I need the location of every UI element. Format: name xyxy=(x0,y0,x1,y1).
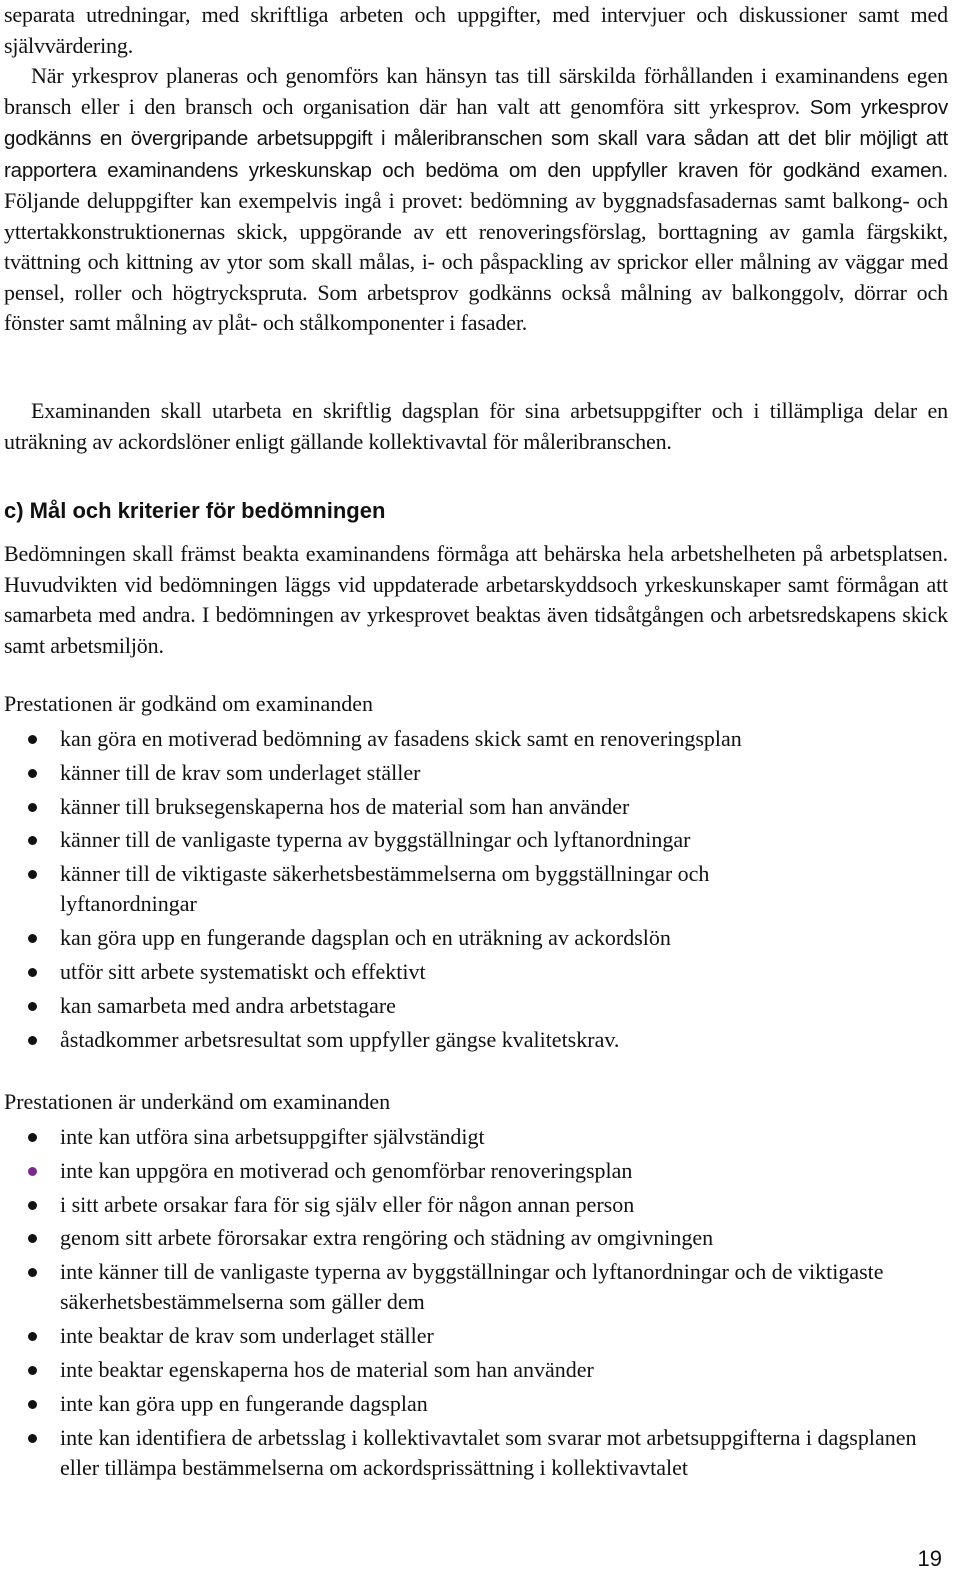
bullet-icon xyxy=(28,1268,37,1277)
list-item-text: inte beaktar egenskaperna hos de material som han använder xyxy=(60,1356,594,1382)
bullet-icon xyxy=(28,968,37,977)
list-item-text: genom sitt arbete förorsakar extra rengöring och städning av omgivningen xyxy=(60,1225,714,1251)
list-item xyxy=(4,1423,948,1483)
list-item-text: utför sitt arbete systematiskt och effektivt xyxy=(60,958,426,984)
bullet-icon xyxy=(28,803,37,812)
list-item-text: inte beaktar de krav som underlaget ställer xyxy=(60,1323,434,1349)
approved-lead: Prestationen är godkänd om examinanden xyxy=(4,691,374,716)
failed-section xyxy=(4,1087,948,1487)
list-item xyxy=(4,1025,948,1055)
procedure-paragraph-part2: Som yrkesprov godkänns en övergripande arbetsuppgift i måleribranschen som skall vara sådan att det blir möjligt att rapportera examinandens yrkeskunskap och bedöma om den uppfyller kraven för godkänd examen. xyxy=(4,95,948,182)
list-item xyxy=(4,1355,948,1385)
procedure-paragraph-part3: Följande deluppgifter kan exempelvis ingå i provet: bedömning av byggnadsfasadernas samt balkong- och yttertakkonstruktionernas skick, uppgörande av ett renoveringsförslag, borttagning av gamla färgskikt, tvättning och kittning av ytor som skall målas, i- och påspackling av sprickor eller målning av väggar med pensel, roller och högtryckspruta. Som arbetsprov godkänns också målning av balkonggolv, dörrar och fönster samt målning av plåt- och stålkomponenter i fasader. xyxy=(4,188,948,335)
list-item-text: i sitt arbete orsakar fara för sig själv eller för någon annan person xyxy=(60,1191,635,1217)
procedure-paragraph xyxy=(4,61,948,339)
continued-paragraph: separata utredningar, med skriftliga arbeten och uppgifter, med intervjuer och diskussioner samt med självvärdering. xyxy=(4,2,948,58)
list-item xyxy=(4,825,948,855)
list-item-text: känner till de vanligaste typerna av byggställningar och lyftanordningar xyxy=(60,827,691,853)
bullet-icon xyxy=(28,1434,37,1443)
list-item-text: kan göra en motiverad bedömning av fasadens skick samt en renoveringsplan xyxy=(60,726,742,751)
bullet-icon xyxy=(28,735,37,744)
page-number: 19 xyxy=(917,1546,942,1571)
bullet-icon xyxy=(28,1167,37,1176)
approved-section xyxy=(4,689,948,1058)
section-c-intro: Bedömningen skall främst beakta examinandens förmåga att behärska hela arbetshelheten på arbetsplatsen. Huvudvikten vid bedömningen läggs vid uppdaterade arbetarskyddsoch yrkeskunskaper samt förmågan att samarbeta med andra. I bedömningen av yrkesprovet beaktas även tidsåtgången och arbetsredskapens skick samt arbetsmiljön. xyxy=(4,541,948,658)
bullet-icon xyxy=(28,769,37,778)
list-item xyxy=(4,792,948,822)
bullet-icon xyxy=(28,1332,37,1341)
bullet-icon xyxy=(28,1234,37,1243)
list-item xyxy=(4,859,948,919)
list-item xyxy=(4,957,948,987)
list-item-text: åstadkommer arbetsresultat som uppfyller gängse kvalitetskrav. xyxy=(60,1026,620,1052)
list-item-text: inte kan göra upp en fungerande dagsplan xyxy=(60,1390,428,1416)
list-item xyxy=(4,1257,948,1317)
bullet-icon xyxy=(28,836,37,845)
list-item-text: känner till de viktigaste säkerhetsbestämmelserna om byggställningar och lyftanordningar xyxy=(60,861,710,917)
list-item xyxy=(4,1321,948,1351)
bullet-icon xyxy=(28,1133,37,1142)
procedure-paragraph-part1: När yrkesprov planeras och genomförs kan hänsyn tas till särskilda förhållanden i examinandens egen bransch eller i den bransch och organisation där han valt att genomföra sitt yrkesprov. xyxy=(4,63,948,119)
section-c-intro-block xyxy=(4,539,948,661)
list-item-text: inte känner till de vanligaste typerna av byggställningar och lyftanordningar och de viktigaste säkerhetsbestämmelserna som gäller dem xyxy=(60,1259,884,1315)
bullet-icon xyxy=(28,934,37,943)
bullet-icon xyxy=(28,1036,37,1045)
list-item-text: inte kan uppgöra en motiverad och genomförbar renoveringsplan xyxy=(60,1157,633,1183)
bullet-icon xyxy=(28,1002,37,1011)
list-item xyxy=(4,1190,948,1220)
bullet-icon xyxy=(28,1366,37,1375)
bullet-icon xyxy=(28,1201,37,1210)
list-item xyxy=(4,1156,948,1186)
list-item xyxy=(4,758,948,788)
dagsplan-paragraph: Examinanden skall utarbeta en skriftlig dagsplan för sina arbetsuppgifter och i tillämpliga delar en uträkning av ackordslöner enligt gällande kollektivavtal för måleribranschen. xyxy=(4,398,948,454)
failed-lead: Prestationen är underkänd om examinanden xyxy=(4,1089,391,1114)
list-item xyxy=(4,923,948,953)
list-item-text: kan samarbeta med andra arbetstagare xyxy=(60,992,396,1018)
list-item-text: känner till de krav som underlaget ställer xyxy=(60,759,421,785)
bullet-icon xyxy=(28,1400,37,1409)
bullet-icon xyxy=(28,870,37,879)
approved-list xyxy=(4,724,948,1055)
list-item xyxy=(4,1223,948,1253)
section-c-heading: c) Mål och kriterier för bedömningen xyxy=(4,498,386,523)
list-item-text: inte kan identifiera de arbetsslag i kollektivavtalet som svarar mot arbetsuppgifterna i dagsplanen eller tillämpa bestämmelserna om ackordsprissättning i kollektivavtalet xyxy=(60,1424,917,1480)
list-item xyxy=(4,991,948,1021)
list-item-text: inte kan utföra sina arbetsuppgifter självständigt xyxy=(60,1124,485,1149)
failed-list xyxy=(4,1122,948,1483)
list-item xyxy=(4,1122,948,1152)
list-item xyxy=(4,1389,948,1419)
list-item xyxy=(4,724,948,754)
list-item-text: känner till bruksegenskaperna hos de material som han använder xyxy=(60,793,630,819)
list-item-text: kan göra upp en fungerande dagsplan och en uträkning av ackordslön xyxy=(60,925,671,951)
